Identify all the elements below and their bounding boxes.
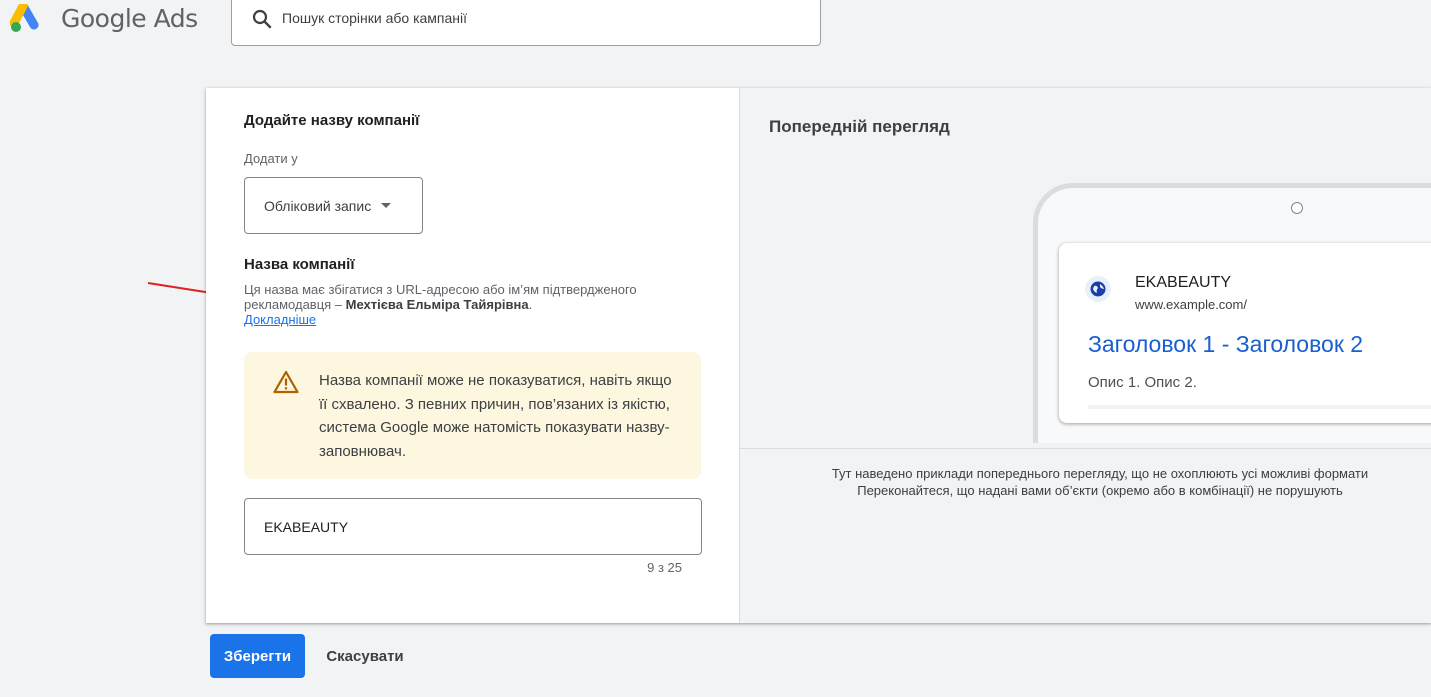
company-name-field[interactable] [244,498,702,555]
cancel-button[interactable]: Скасувати [315,634,415,678]
add-to-label: Додати у [244,151,298,166]
preview-panel [739,88,1431,623]
preview-disclaimer [740,465,1431,499]
company-name-title: Назва компанії [244,256,355,273]
warning-notice [244,352,701,479]
search-icon [252,9,272,29]
globe-icon [1085,276,1111,302]
google-ads-logo-icon [10,4,48,34]
account-dropdown-label: Обліковий запис [264,197,372,214]
save-button[interactable]: Зберегти [210,634,305,678]
ad-preview-card [1059,243,1431,423]
phone-camera-icon [1291,202,1303,214]
ad-description: Опис 1. Опис 2. [1088,374,1197,391]
caret-down-icon [381,203,391,208]
warning-text: Назва компанії може не показуватися, навіть якщо її схвалено. З певних причин, пов’язаних із якістю, система Google може натомість показувати назву-заповнювач. [319,372,672,460]
help-text-end: . [528,297,533,312]
help-text [244,282,714,327]
ad-display-url: www.example.com/ [1135,297,1247,312]
company-name-input[interactable] [264,517,684,537]
preview-divider [740,448,1431,449]
phone-mockup [1033,183,1431,443]
brand-name: Google Ads [61,4,198,33]
google-ads-logo[interactable] [10,4,48,34]
section-title: Додайте назву компанії [244,112,420,129]
disclaimer-line-2: Переконайтеся, що надані вами об’єкти (окремо або в комбінації) не порушують [857,483,1343,498]
ad-divider [1088,405,1431,409]
search-input[interactable] [282,8,782,28]
warning-icon [273,370,299,394]
preview-title: Попередній перегляд [769,117,950,136]
char-counter: 9 з 25 [647,560,682,575]
form-panel [206,88,739,623]
account-dropdown[interactable] [244,177,423,234]
disclaimer-line-1: Тут наведено приклади попереднього перегляду, що не охоплюють усі можливі формати [831,466,1369,481]
ad-business-name: EKABEAUTY [1135,274,1232,291]
advertiser-name: Мехтієва Ельміра Тайярівна [345,297,529,312]
learn-more-link[interactable]: Докладніше [244,312,317,327]
help-text-main: Ця назва має збігатися з URL-адресою або ім’ям підтвердженого рекламодавця – [244,282,637,312]
company-name-card [206,88,1431,623]
search-box[interactable] [231,0,821,46]
ad-headline: Заголовок 1 - Заголовок 2 [1088,331,1364,357]
